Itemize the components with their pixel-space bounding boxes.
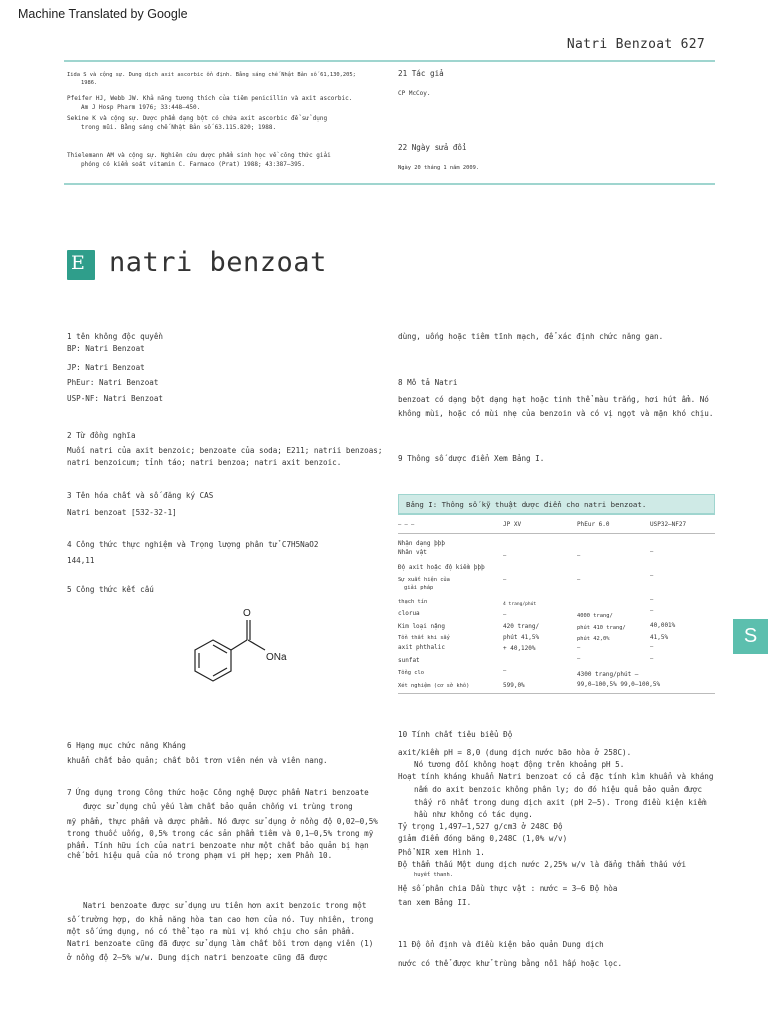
table-row: sunfat xyxy=(398,657,420,664)
machine-translated-label: Machine Translated by Google xyxy=(18,7,188,21)
table-row: Kim loại nặng xyxy=(398,623,445,630)
oxygen-label: O xyxy=(243,608,251,619)
table-row: Tổng clo xyxy=(398,670,424,676)
author-heading: 21 Tác giả xyxy=(398,69,444,78)
cas: 3 Tên hóa chất và số đăng ký CAS Natri benzoat [532-32-1] xyxy=(67,491,214,517)
revised-heading: 22 Ngày sửa đổi xyxy=(398,143,467,152)
ref-2: Pfeifer HJ, Webb JW. Khả năng tương thích của tiêm penicillin và axit ascorbic. Am J Hosp Pharm 1976; 33:448–450. Sekine K và cộng sự. Dược phẩm dạng bột có chứa axit ascorbic để sử dụng trong mũi. Bằng sáng chế Nhật Bản số 63.115.820; 1988. xyxy=(67,95,353,131)
right-intro: dùng, uống hoặc tiêm tĩnh mạch, để xác định chức năng gan. xyxy=(398,332,664,341)
top-rule xyxy=(64,60,715,62)
synonyms: 2 Từ đồng nghĩa Muối natri của axit benzoic; benzoate của soda; E211; natrii benzoas; natri benzoicum; tỉnh táo; natri benzoa; natri axit benzoic. xyxy=(67,431,383,467)
table-rule xyxy=(398,514,715,515)
benzoate-structure xyxy=(155,600,305,710)
author: CP McCoy. xyxy=(398,90,431,97)
table-row: Sự xuất hiện của giải pháp xyxy=(398,577,450,591)
description: 8 Mô tả Natri benzoat có dạng bột dạng hạt hoặc tinh thể màu trắng, hơi hút ẩm. Nó không mùi, hoặc có mùi nhẹ của benzoin và có vị ngọt và mặn khó chịu. xyxy=(398,378,714,418)
table-caption: Bảng I: Thông số kỹ thuật dược điển cho natri benzoat. xyxy=(398,494,715,514)
formula: 4 Công thức thực nghiệm và Trọng lượng phân tử C7H5NaO2 144,11 xyxy=(67,540,319,565)
table-col-jp: JP XV xyxy=(503,521,522,528)
table-row: Nhận dạng þþþ xyxy=(398,540,445,547)
structure-heading: 5 Công thức kết cấu xyxy=(67,585,154,594)
table-bottom-rule xyxy=(398,693,715,694)
applications: 7 Ứng dụng trong Công thức hoặc Công nghệ Dược phẩm Natri benzoate được sử dụng chủ yếu làm chất bảo quản chống vi trùng trong mỹ phẩm, thực phẩm và dược phẩm. Nó được sử dụng ở nồng độ 0,02–0,5% trong thuốc uống, 0,5% trong các sản phẩm tiêm và 0,1–0,5% trong mỹ phẩm. Tính hữu ích của natri benzoate như một chất bảo quản bị hạn chế bởi hiệu quả của nó trong phạm vi pH hẹp; xem Phần 10. xyxy=(67,788,378,860)
table-col-pheur: PhEur 6.0 xyxy=(577,521,610,528)
table-row: axit phthalic xyxy=(398,644,445,651)
running-title: Natri Benzoat 627 xyxy=(566,37,705,52)
stability: 11 Độ ổn định và điều kiện bảo quản Dung dịch nước có thể được khử trùng bằng nồi hấp hoặc lọc. xyxy=(398,940,623,968)
table-col-usp: USP32–NF27 xyxy=(650,521,687,528)
specs-heading: 9 Thông số dược điển Xem Bảng I. xyxy=(398,454,545,463)
typical-properties: 10 Tính chất tiêu biểu Độ axit/kiềm pH = 8,0 (dung dịch nước bão hòa ở 258C). Nó tương đối không hoạt động trên khoảng pH 5. Hoạt tính kháng khuẩn Natri benzoat có cả đặc tính kìm khuẩn và kháng nấm do axit benzoic không phân ly; do đó hiệu quả bảo quản được thấy rõ nhất trong dung dịch axit (pH 2–5). Trong điều kiện kiềm hầu như không có tác dụng. Tỷ trọng 1,497–1,527 g/cm3 ở 248C Độ giảm điểm đóng băng 0,248C (1,0% w/v) Phổ NIR xem Hình 1. Độ thẩm thấu Một dung dịch nước 2,25% w/v là đẳng thẩm thấu với huyết thanh. Hệ số phân chia Dầu thực vật : nước = 3–6 Độ hòa tan xem Bảng II. xyxy=(398,730,714,907)
table-row: Độ axit hoặc độ kiềm þþþ xyxy=(398,564,485,571)
functional-category: 6 Hạng mục chức năng Kháng khuẩn chất bảo quản; chất bôi trơn viên nén và viên nang. xyxy=(67,741,328,765)
applications-2: Natri benzoate được sử dụng ưu tiên hơn axit benzoic trong một số trường hợp, do khả năng hòa tan cao hơn của nó. Tuy nhiên, trong một số ứng dụng, nó có thể tạo ra mùi vị khó chịu cho sản phẩm. Natri benzoate cũng đã được sử dụng làm chất bôi trơn dạng viên (1) ở nồng độ 2–5% w/w. Dung dịch natri benzoate cũng đã được xyxy=(67,901,374,962)
ona-label: ONa xyxy=(266,652,287,663)
table-row: clorua xyxy=(398,610,420,617)
revised-date: Ngày 20 tháng 1 năm 2009. xyxy=(398,165,480,171)
monograph-title: natri benzoat xyxy=(109,247,327,278)
table-row: Xét nghiệm (cơ sở khô) xyxy=(398,683,470,689)
references xyxy=(67,71,393,87)
table-row: thạch tín xyxy=(398,599,428,605)
refs-rule xyxy=(64,183,715,185)
left-column: 1 tên không độc quyền BP: Natri Benzoat JP: Natri Benzoat PhEur: Natri Benzoat USP-NF: Natri Benzoat xyxy=(67,331,387,405)
ref-1: Iida S và cộng sự. Dung dịch axit ascorbic ổn định. Bằng sáng chế Nhật Bản số 61,130,205; 1986. xyxy=(67,72,356,86)
table-row: Nhân vật xyxy=(398,549,427,556)
s1-heading: 1 tên không độc quyền xyxy=(67,332,164,341)
excipient-icon: E xyxy=(67,250,95,280)
table-col-0: — — — xyxy=(398,522,415,528)
section-tab-s[interactable]: S xyxy=(733,619,768,654)
table-row: Tổn thất khi sấy xyxy=(398,635,450,641)
ref-4: Thielemann AM và cộng sự. Nghiên cứu dược phẩm sinh học về công thức giải phóng có kiểm soát vitamin C. Farmaco (Prat) 1988; 43:387–395. xyxy=(67,152,331,168)
table-header-rule xyxy=(398,533,715,534)
